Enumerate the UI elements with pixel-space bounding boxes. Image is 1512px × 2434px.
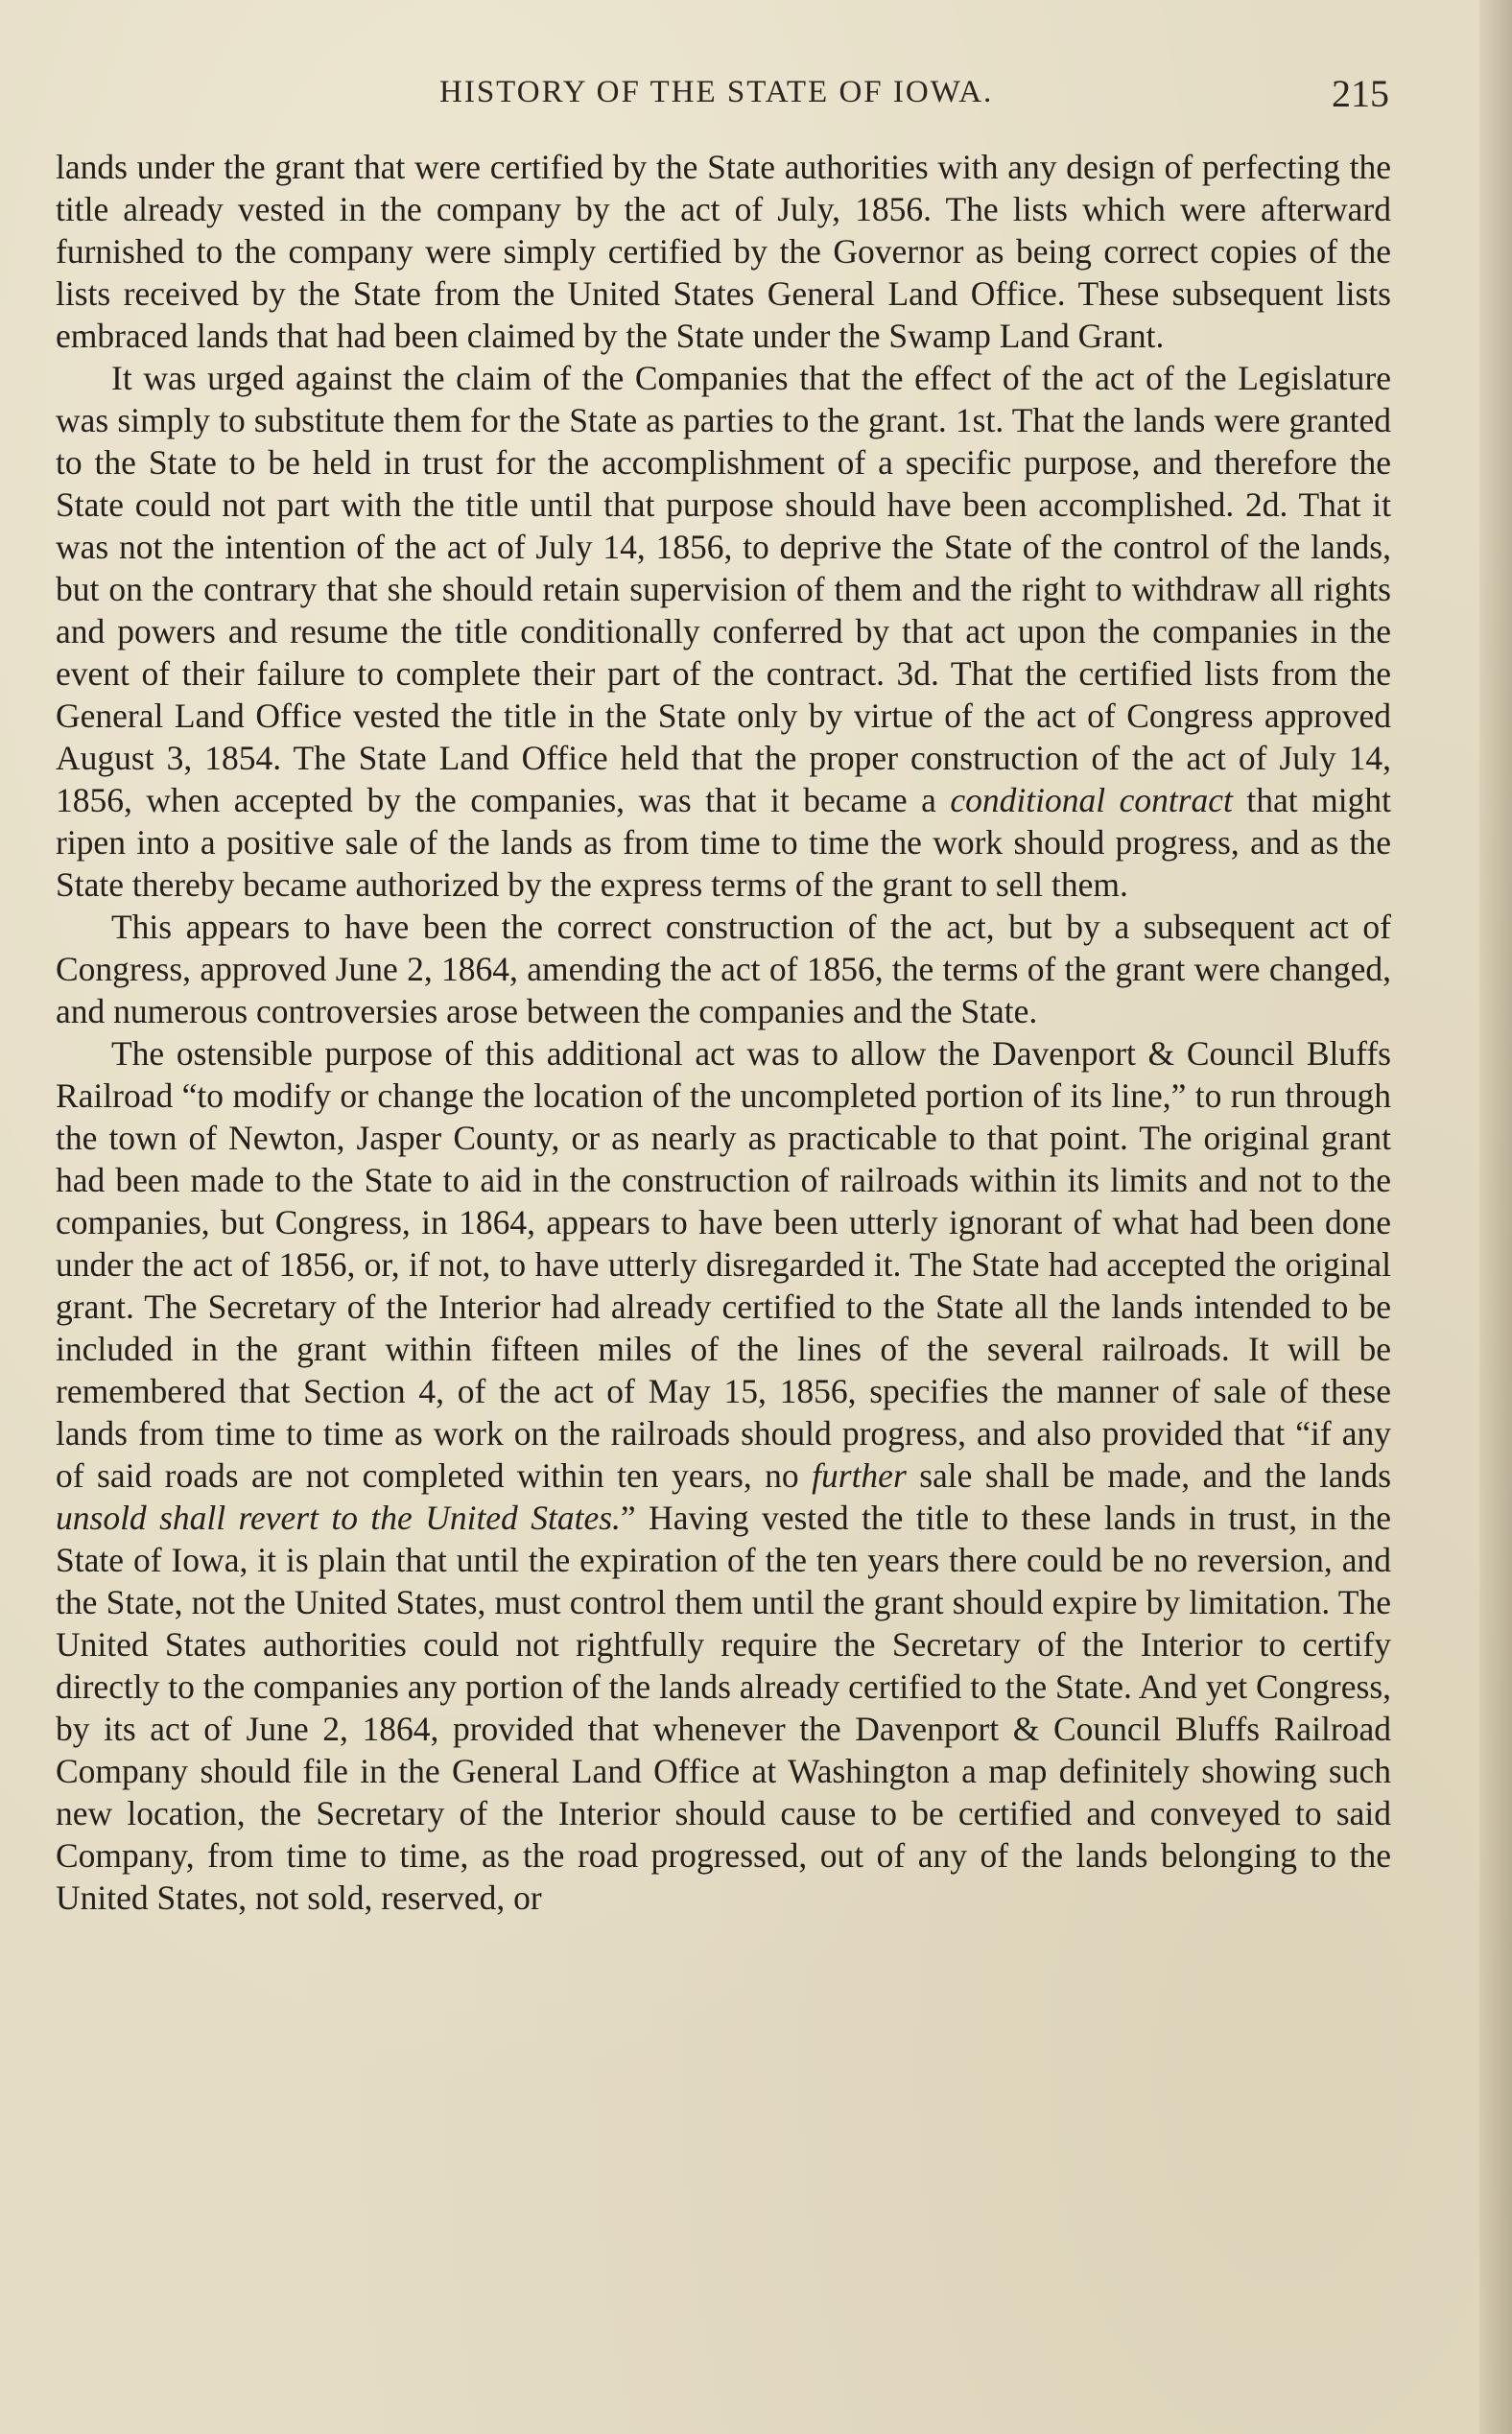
paragraph-2-run-3: that might ripen into a positive sale of the lands as from time to time the work should progress, and as the State thereby became authorized by the express terms of the grant to sell them. [56,781,1391,904]
running-head: HISTORY OF THE STATE OF IOWA. [439,75,994,109]
body-text [56,146,1391,1919]
page-header [0,67,1512,125]
paragraph-1 [56,146,1391,357]
paragraph-4 [56,1032,1391,1919]
paragraph-4-run-3: sale shall be made, and the lands [906,1456,1392,1495]
paragraph-3-run-1: This appears to have been the correct construction of the act, but by a subsequent act of Congress, approved June 2, 1864, amending the act of 1856, the terms of the grant were changed, and numerous controversies arose between the companies and the State. [56,908,1391,1030]
paragraph-4-italic-unsold: unsold shall revert to the United States. [56,1499,621,1537]
page-number: 215 [1332,72,1389,115]
paragraph-3 [56,906,1391,1032]
paragraph-4-italic-further: further [812,1456,907,1495]
paragraph-2-run-1: It was urged against the claim of the Companies that the effect of the act of the Legislature was simply to substitute them for the State as parties to the grant. 1st. That the lands were granted to the State to be held in trust for the accomplishment of a specific purpose, and therefore the State could not part with the title until that purpose should have been accomplished. 2d. That it was not the intention of the act of July 14, 1856, to deprive the State of the control of the lands, but on the contrary that she should retain supervision of them and the right to withdraw all rights and powers and resume the title conditionally conferred by that act upon the companies in the event of their failure to complete their part of the contract. 3d. That the certified lists from the General Land Office vested the title in the State only by virtue of the act of Congress approved August 3, 1854. The State Land Office held that the proper construction of the act of July 14, 1856, when accepted by the companies, was that it became a [56,359,1391,819]
paragraph-2-italic-conditional-contract: conditional contract [950,781,1233,819]
paragraph-2 [56,357,1391,906]
page-edge-shadow [1479,0,1512,2434]
paragraph-4-run-1: The ostensible purpose of this additional act was to allow the Davenport & Council Bluffs Railroad “to modify or change the location of the uncompleted portion of its line,” to run through the town of Newton, Jasper County, or as nearly as practicable to that point. The original grant had been made to the State to aid in the construction of railroads within its limits and not to the companies, but Congress, in 1864, appears to have been utterly ignorant of what had been done under the act of 1856, or, if not, to have utterly disregarded it. The State had accepted the original grant. The Secretary of the Interior had already certified to the State all the lands intended to be included in the grant within fifteen miles of the lines of the several railroads. It will be remembered that Section 4, of the act of May 15, 1856, specifies the manner of sale of these lands from time to time as work on the railroads should progress, and also provided that “if any of said roads are not completed within ten years, no [56,1034,1391,1495]
paragraph-1-run-1: lands under the grant that were certified by the State authorities with any design of perfecting the title already vested in the company by the act of July, 1856. The lists which were afterward furnished to the company were simply certified by the Governor as being correct copies of the lists received by the State from the United States General Land Office. These subsequent lists embraced lands that had been claimed by the State under the Swamp Land Grant. [56,148,1391,355]
paragraph-4-run-5: ” Having vested the title to these lands in trust, in the State of Iowa, it is plain that until the expiration of the ten years there could be no reversion, and the State, not the United States, must control them until the grant should expire by limitation. The United States authorities could not rightfully require the Secretary of the Interior to certify directly to the companies any portion of the lands already certified to the State. And yet Congress, by its act of June 2, 1864, provided that whenever the Davenport & Council Bluffs Railroad Company should file in the General Land Office at Washington a map definitely showing such new location, the Secretary of the Interior should cause to be certified and conveyed to said Company, from time to time, as the road progressed, out of any of the lands belonging to the United States, not sold, reserved, or [56,1499,1392,1917]
